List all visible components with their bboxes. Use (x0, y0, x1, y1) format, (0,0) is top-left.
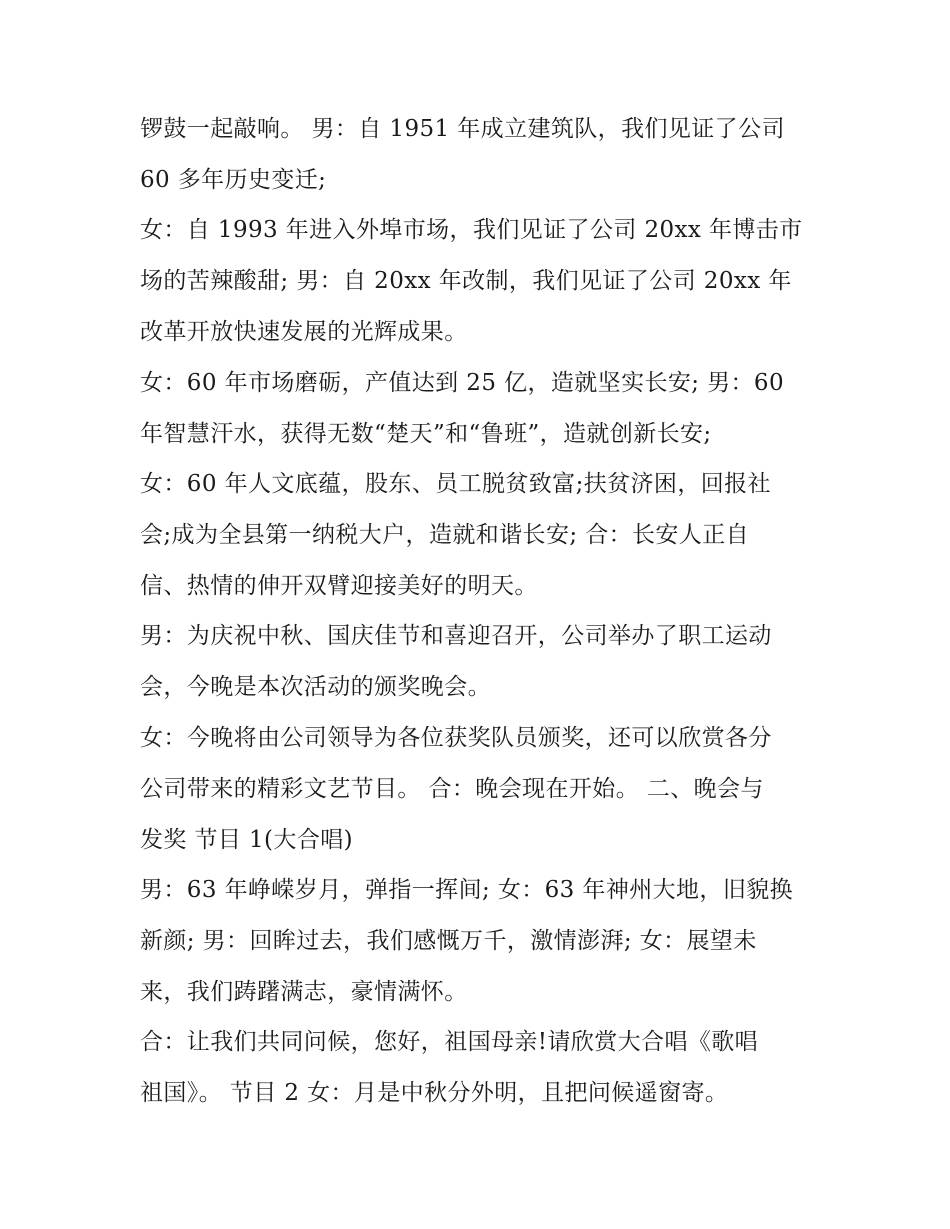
text-line: 合：让我们共同问候，您好，祖国母亲!请欣赏大合唱《歌唱 (140, 1029, 759, 1055)
text-line: 公司带来的精彩文艺节目。 合：晚会现在开始。 二、晚会与 (140, 776, 764, 802)
text-line: 新颜; 男：回眸过去，我们感慨万千，激情澎湃; 女：展望未 (140, 928, 757, 954)
text-line: 女：60 年市场磨砺，产值达到 25 亿，造就坚实长安; 男：60 (140, 370, 784, 396)
text-line: 来，我们踌躇满志，豪情满怀。 (140, 979, 468, 1005)
text-line: 祖国》。 节目 2 女：月是中秋分外明，且把问候遥窗寄。 (140, 1080, 729, 1106)
text-line: 女：60 年人文底蕴，股东、员工脱贫致富;扶贫济困，回报社 (140, 471, 771, 497)
text-line: 男：为庆祝中秋、国庆佳节和喜迎召开，公司举办了职工运动 (140, 623, 772, 649)
text-line: 60 多年历史变迁; (140, 167, 327, 193)
text-line: 信、热情的伸开双臂迎接美好的明天。 (140, 573, 538, 599)
text-line: 场的苦辣酸甜; 男：自 20xx 年改制，我们见证了公司 20xx 年 (140, 268, 792, 294)
text-line: 女：自 1993 年进入外埠市场，我们见证了公司 20xx 年博击市 (140, 217, 803, 243)
text-line: 锣鼓一起敲响。 男：自 1951 年成立建筑队，我们见证了公司 (140, 116, 785, 142)
text-line: 发奖 节目 1(大合唱) (140, 827, 354, 853)
text-line: 男：63 年峥嵘岁月，弹指一挥间; 女：63 年神州大地，旧貌换 (140, 877, 794, 903)
text-line: 年智慧汗水，获得无数“楚天”和“鲁班”，造就创新长安; (140, 421, 712, 447)
text-line: 会，今晚是本次活动的颁奖晚会。 (140, 674, 491, 700)
text-line: 女：今晚将由公司领导为各位获奖队员颁奖，还可以欣赏各分 (140, 725, 772, 751)
text-line: 改革开放快速发展的光辉成果。 (140, 319, 468, 345)
text-line: 会;成为全县第一纳税大户，造就和谐长安; 合：长安人正自 (140, 522, 750, 548)
